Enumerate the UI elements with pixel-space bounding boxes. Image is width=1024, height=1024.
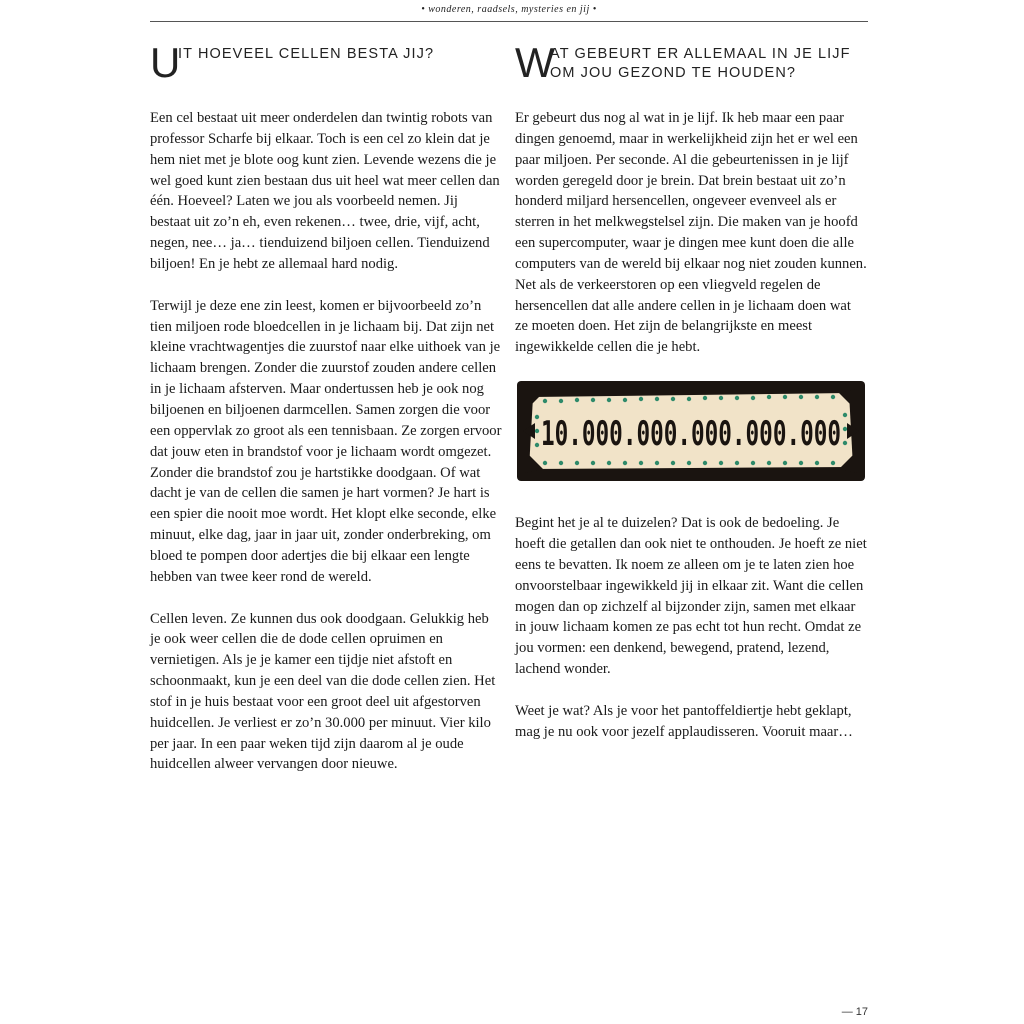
banner-number: 10.000.000.000.000.000 [541,414,841,455]
paragraph: Er gebeurt dus nog al wat in je lijf. Ik heb maar een paar dingen genoemd, maar in werkelijkheid zijn het er wel een paar miljoen. Per seconde. Al die gebeurtenissen in je lijf worden geregeld door je brein. Dat brein bestaat uit zo’n honderd miljard hersencellen, ongeveer evenveel als er sterren in het melkwegstelsel zijn. Die maken van je hoofd een supercomputer, waar je dingen mee kunt doen die alle computers van de wereld bij elkaar nog niet zouden kunnen. Net als de verkeerstoren op een vliegveld regelen de hersencellen dat alle andere cellen in je lichaam doen wat ze moeten doen. Het zijn de belangrijkste en meest ingewikkelde cellen die je hebt. [515,110,867,356]
right-column [515,40,867,764]
paragraph: Een cel bestaat uit meer onderdelen dan twintig robots van professor Scharfe bij elkaar. Toch is een cel zo klein dat je hem niet met je blote oog kunt zien. Levende wezens die je wel goed kunt zien bestaan dus uit heel wat meer cellen dan één. Hoeveel? Laten we jou als voorbeeld nemen. Jij bestaat uit zo’n eh, even rekenen… twee, drie, vijf, acht, negen, nee… ja… tienduizend biljoen cellen. Tienduizend biljoen! En je hebt ze allemaal hard nodig. [150,110,500,272]
drop-cap: W [515,39,555,86]
page-number: — 17 [841,1006,868,1018]
section-heading-cells [150,40,502,108]
heading-text: IT HOEVEEL CELLEN BESTA JIJ? [178,46,435,62]
header-rule [150,21,868,22]
running-head: • wonderen, raadsels, mysteries en jij • [421,4,597,15]
paragraph: Terwijl je deze ene zin leest, komen er bijvoorbeeld zo’n tien miljoen rode bloedcellen in je lichaam bij. Dat zijn net kleine vrachtwagentjes die zuurstof naar elke uithoek van je lichaam brengen. Zonder die zuurstof zouden andere cellen in je lichaam afsterven. Maar ondertussen heb je ook nog biljoenen en biljoenen darmcellen. Samen zorgen die voor een oppervlak zo groot als een tennisbaan. Ze zorgen ervoor dat jouw eten in brandstof voor je lichaam wordt omgezet. Zonder die brandstof zou je hartstikke doodgaan. Of wat dacht je van de cellen die samen je hart vormen? Je hart is een spier die nooit moe wordt. Het klopt elke seconde, elke minuut, elke dag, jaar in jaar uit, zonder onderbreking, om bloed te pompen door adertjes die bij elkaar een lengte hebben van twee keer rond de wereld. [150,297,502,585]
number-banner [515,379,867,483]
drop-cap: U [150,39,181,86]
paragraph: Weet je wat? Als je voor het pantoffeldiertje hebt geklapt, mag je nu ook voor jezelf applaudisseren. Vooruit maar… [515,702,853,740]
banner-illustration [515,379,867,483]
paragraph: Cellen leven. Ze kunnen dus ook doodgaan. Gelukkig heb je ook weer cellen die de dode cellen opruimen en vernietigen. Als je je kamer een tijdje niet afstoft en schoonmaakt, kun je een deel van die dode cellen zien. Het stof in je huis bestaat voor een groot deel uit afgestorven huidcellen. Je verliest er zo’n 30.000 per minuut. Vier kilo per jaar. In een paar weken tijd zijn daarom al je oude huidcellen alweer vervangen door nieuwe. [150,610,496,773]
left-column [150,40,502,796]
section-heading-body [515,40,867,108]
paragraph: Begint het je al te duizelen? Dat is ook de bedoeling. Je hoeft die getallen dan ook niet te onthouden. Je hoeft ze niet eens te bevatten. Ik noem ze alleen om je te laten zien hoe onvoorstelbaar ingewikkeld jij in elkaar zit. Want die cellen mogen dan op zichzelf al bijzonder zijn, samen met elkaar in jouw lichaam komen ze pas echt tot hun recht. Omdat ze jou vormen: een denkend, bewegend, pratend, lezend, lachend wonder. [515,515,867,678]
heading-text: AT GEBEURT ER ALLEMAAL IN JE LIJF OM JOU GEZOND TE HOUDEN? [550,46,851,81]
